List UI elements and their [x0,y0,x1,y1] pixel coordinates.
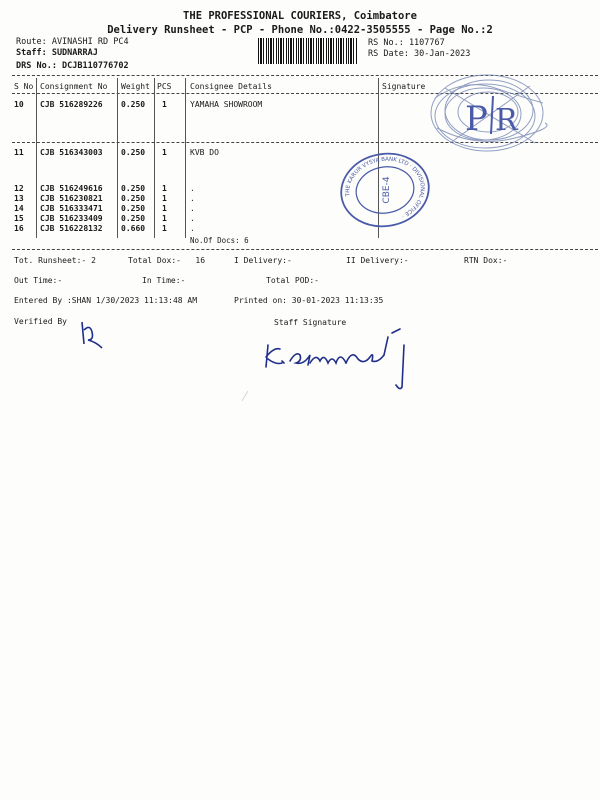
total-runsheet: Tot. Runsheet:- 2 [14,256,96,265]
svg-text:R: R [495,103,518,138]
verified-by: Verified By [14,317,67,326]
row-pcs: 1 [162,194,167,203]
row-consignment: CJB 516343003 [40,148,103,157]
row-sno: 12 [14,184,24,193]
row-consignment: CJB 516249616 [40,184,103,193]
row-consignee: KVB DO [190,148,219,157]
row-weight: 0.250 [121,214,146,223]
col-signature: Signature [382,82,426,91]
printed-on: Printed on: 30-01-2023 11:13:35 [234,296,384,305]
runsheet-subtitle: Delivery Runsheet - PCP - Phone No.:0422-3505555 - Page No.:2 [107,24,493,36]
out-time: Out Time:- [14,276,63,285]
row-consignment: CJB 516230821 [40,194,103,203]
row-weight: 0.250 [121,100,146,109]
row-consignee: . [190,224,195,233]
row-consignee: . [190,204,195,213]
row-pcs: 1 [162,204,167,213]
no-of-docs: No.Of Docs: 6 [190,236,249,245]
table-bottom-rule [12,249,598,250]
in-time: In Time:- [142,276,186,285]
total-dox: Total Dox:- 16 [128,256,206,265]
row-consignee: . [190,194,195,203]
row-sno: 14 [14,204,24,213]
i-delivery: I Delivery:- [234,256,292,265]
row-pcs: 1 [162,184,167,193]
row-weight: 0.250 [121,204,146,213]
row-weight: 0.250 [121,184,146,193]
row-pcs: 1 [162,100,167,109]
company-title: THE PROFESSIONAL COURIERS, Coimbatore [183,10,417,22]
row-consignment: CJB 516228132 [40,224,103,233]
col-separator [154,78,155,238]
row-pcs: 1 [162,148,167,157]
svg-text:P: P [465,99,488,139]
row-weight: 0.250 [121,194,146,203]
barcode-image [258,38,358,64]
col-consignee: Consignee Details [190,82,272,91]
col-separator [36,78,37,238]
row-consignee: YAMAHA SHOWROOM [190,100,263,109]
row-sno: 10 [14,100,24,109]
total-pod: Total POD:- [266,276,319,285]
bank-seal-icon [335,150,445,230]
stamp-center-text: CBE-4 [382,176,392,204]
row-weight: 0.660 [121,224,146,233]
row-consignee: . [190,214,195,223]
scribble-stamp-icon [425,68,550,163]
row-sno: 11 [14,148,24,157]
row-pcs: 1 [162,214,167,223]
col-separator [117,78,118,238]
scan-mark-icon [240,385,260,405]
rs-number: RS No.: 1107767 [368,38,445,48]
entered-by: Entered By :SHAN 1/30/2023 11:13:48 AM [14,296,198,305]
col-pcs: PCS [157,82,172,91]
verified-initials-signature-icon [76,318,106,350]
staff-signature-label: Staff Signature [274,318,347,327]
drs-number: DRS No.: DCJB110776702 [16,61,129,71]
col-consignment: Consignment No [40,82,108,91]
row-sno: 13 [14,194,24,203]
row-consignment: CJB 516233409 [40,214,103,223]
staff-signature-icon [260,325,420,395]
rtn-dox: RTN Dox:- [464,256,508,265]
route-label: Route: AVINASHI RD PC4 [16,37,129,47]
rs-date: RS Date: 30-Jan-2023 [368,49,471,59]
row-consignment: CJB 516289226 [40,100,103,109]
col-separator [185,78,186,238]
row-weight: 0.250 [121,148,146,157]
row-sno: 15 [14,214,24,223]
row-sno: 16 [14,224,24,233]
row-pcs: 1 [162,224,167,233]
stamp-ring-text: THE KARUR VYSYA BANK LTD · DIVISIONAL OFFICE · [345,156,425,219]
row-consignment: CJB 516333471 [40,204,103,213]
col-weight: Weight [121,82,150,91]
row-consignee: . [190,184,195,193]
staff-label: Staff: SUDNARRAJ [16,48,98,58]
col-sno: S No [14,82,34,91]
ii-delivery: II Delivery:- [346,256,409,265]
